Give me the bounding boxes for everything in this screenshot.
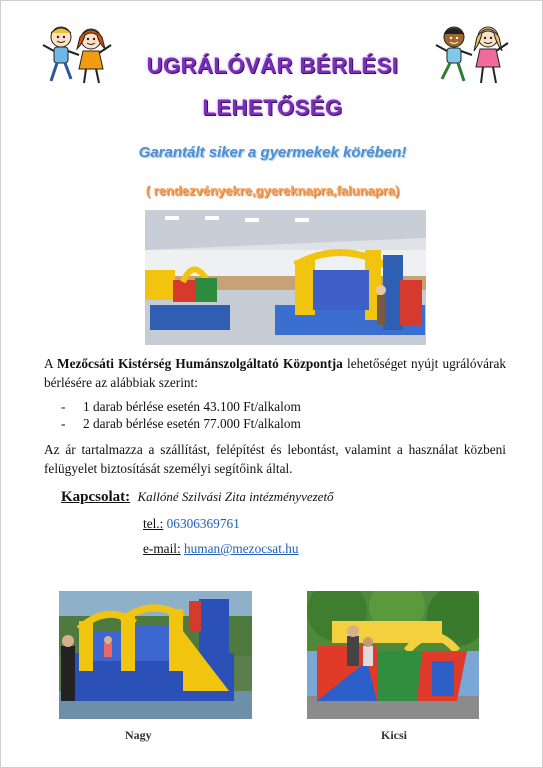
photo-big-bouncy-castle bbox=[59, 591, 252, 719]
phone-number[interactable]: 06306369761 bbox=[166, 516, 240, 531]
phone-line bbox=[143, 516, 240, 532]
intro-before: A bbox=[44, 356, 58, 371]
subtitle: Garantált siker a gyermekek körében! bbox=[138, 144, 407, 161]
list-item bbox=[61, 399, 301, 416]
price-list bbox=[61, 399, 301, 432]
contact-name: Kallóné Szilvási Zita intézményvezető bbox=[137, 489, 334, 504]
terms-paragraph: Az ár tartalmazza a szállítást, felépítést és lebontást, valamint a használat közbeni felügyelet biztosítását személyi segítőink által. bbox=[44, 442, 506, 476]
intro-after: lehetőséget nyújt ugrálóvárak bérlésére az alábbiak szerint: bbox=[44, 356, 506, 390]
title-line-2: LEHETŐSÉG bbox=[202, 95, 343, 120]
price-2: 2 darab bérlése esetén 77.000 Ft/alkalom bbox=[83, 415, 301, 431]
email-link[interactable]: human@mezocsat.hu bbox=[184, 541, 299, 556]
price-1: 1 darab bérlése esetén 43.100 Ft/alkalom bbox=[83, 399, 301, 414]
list-bullet: - bbox=[61, 415, 66, 431]
intro-paragraph bbox=[44, 354, 506, 392]
list-bullet: - bbox=[61, 399, 66, 414]
contact-line bbox=[61, 489, 334, 506]
email-line bbox=[143, 541, 299, 557]
events-line: ( rendezvényekre,gyereknapra,falunapra) bbox=[145, 183, 400, 198]
caption-big: Nagy bbox=[125, 728, 152, 742]
phone-label: tel.: bbox=[143, 516, 164, 531]
title-line-1: UGRÁLÓVÁR BÉRLÉSI bbox=[146, 53, 399, 78]
main-photo-indoor-bouncy-castles bbox=[145, 210, 426, 345]
caption-small: Kicsi bbox=[381, 728, 407, 742]
contact-label: Kapcsolat: bbox=[61, 489, 131, 505]
list-item bbox=[61, 416, 301, 433]
photo-small-bouncy-castle bbox=[307, 591, 479, 719]
organization-name: Mezőcsáti Kistérség Humánszolgáltató Központja bbox=[57, 356, 343, 371]
email-label: e-mail: bbox=[143, 541, 181, 556]
